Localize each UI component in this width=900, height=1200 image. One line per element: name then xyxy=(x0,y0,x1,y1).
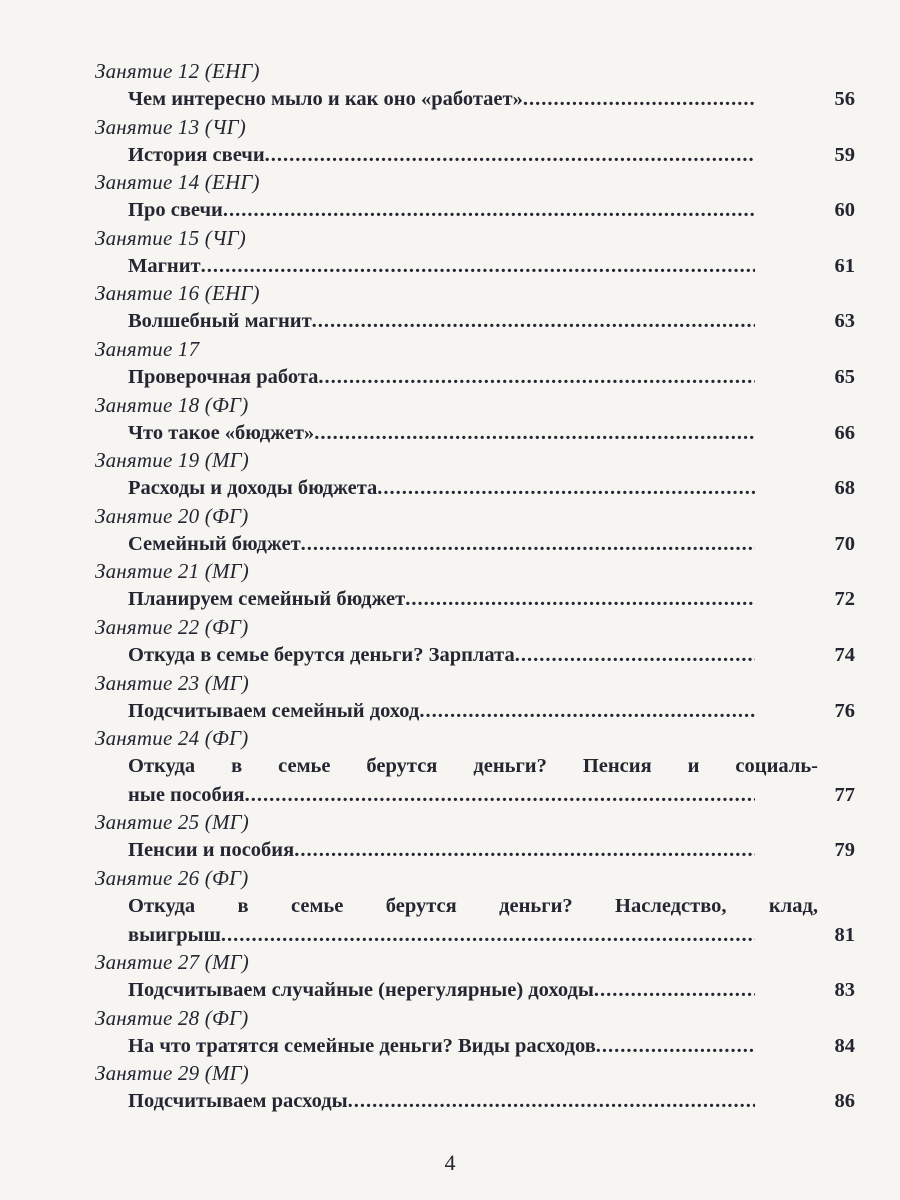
toc-entry xyxy=(95,225,855,281)
toc-entry xyxy=(95,280,855,336)
page-ref: 59 xyxy=(834,143,855,166)
lesson-title: Волшебный магнит xyxy=(128,310,312,333)
lesson-title: Расходы и доходы бюджета xyxy=(128,477,378,500)
lesson-title: Подсчитываем семейный доход xyxy=(128,699,420,722)
lesson-title-row xyxy=(128,196,855,225)
lesson-title: Чем интересно мыло и как оно «работает» xyxy=(128,88,523,110)
lesson-label: Занятие 15 (ЧГ) xyxy=(95,225,246,250)
toc-entry xyxy=(95,392,855,448)
page-ref: 84 xyxy=(834,1034,855,1057)
page-ref: 74 xyxy=(834,643,855,666)
lesson-title-line: Откуда в семье берутся деньги? Наследство, клад, xyxy=(128,894,818,917)
page-ref: 79 xyxy=(834,839,855,862)
toc-entry xyxy=(95,558,855,614)
lesson-title-row xyxy=(128,419,855,448)
lesson-title-row xyxy=(128,85,855,114)
lesson-title: Планируем семейный бюджет xyxy=(128,588,406,611)
lesson-label: Занятие 14 (ЕНГ) xyxy=(95,170,260,195)
lesson-title-row xyxy=(128,836,855,865)
lesson-title: Пенсии и пособия xyxy=(128,839,295,862)
toc-entry xyxy=(95,114,855,170)
dot-leader xyxy=(405,585,755,614)
lesson-title-row xyxy=(128,976,855,1005)
page-ref: 60 xyxy=(834,199,855,222)
lesson-label: Занятие 17 xyxy=(95,336,200,361)
lesson-label: Занятие 12 (ЕНГ) xyxy=(95,59,260,83)
lesson-title-row xyxy=(128,697,855,726)
dot-leader xyxy=(221,921,755,950)
toc-entry xyxy=(95,725,855,809)
lesson-title-row xyxy=(128,530,855,559)
page-ref: 81 xyxy=(834,923,855,946)
page-ref: 56 xyxy=(834,88,855,110)
dot-leader xyxy=(265,141,755,170)
lesson-title: История свечи xyxy=(128,143,265,166)
page-ref: 63 xyxy=(834,310,855,333)
lesson-title-row xyxy=(128,781,855,810)
lesson-title: Что такое «бюджет» xyxy=(128,421,315,444)
page-ref: 72 xyxy=(834,588,855,611)
page-ref: 77 xyxy=(834,783,855,806)
lesson-title-row xyxy=(128,585,855,614)
dot-leader xyxy=(245,781,755,810)
page-ref: 68 xyxy=(834,477,855,500)
dot-leader xyxy=(523,85,755,114)
toc-entry xyxy=(95,58,855,114)
toc-entry xyxy=(95,1005,855,1061)
lesson-label: Занятие 19 (МГ) xyxy=(95,448,249,473)
lesson-title-row xyxy=(128,1087,855,1116)
dot-leader xyxy=(201,252,755,281)
toc-entry xyxy=(95,949,855,1005)
toc-entry xyxy=(95,865,855,949)
dot-leader xyxy=(314,419,755,448)
dot-leader xyxy=(377,474,755,503)
lesson-label: Занятие 29 (МГ) xyxy=(95,1061,249,1086)
lesson-title: Семейный бюджет xyxy=(128,532,301,555)
table-of-contents xyxy=(95,58,855,1116)
toc-entry xyxy=(95,1060,855,1116)
lesson-title: На что тратятся семейные деньги? Виды расходов xyxy=(128,1034,596,1057)
lesson-label: Занятие 16 (ЕНГ) xyxy=(95,281,260,306)
page-ref: 76 xyxy=(834,699,855,722)
page-ref: 61 xyxy=(834,254,855,277)
lesson-label: Занятие 27 (МГ) xyxy=(95,950,249,975)
lesson-title: Магнит xyxy=(128,254,201,277)
lesson-title-row xyxy=(128,141,855,170)
lesson-title-row xyxy=(128,307,855,336)
toc-entry xyxy=(95,809,855,865)
toc-entry xyxy=(95,169,855,225)
toc-entry xyxy=(95,614,855,670)
lesson-title-row xyxy=(128,252,855,281)
page-ref: 70 xyxy=(834,532,855,555)
toc-entry xyxy=(95,670,855,726)
dot-leader xyxy=(312,307,755,336)
toc-entry xyxy=(95,447,855,503)
lesson-title-row xyxy=(128,921,855,950)
lesson-label: Занятие 13 (ЧГ) xyxy=(95,114,246,139)
dot-leader xyxy=(596,1032,755,1061)
lesson-title: Про свечи xyxy=(128,199,223,222)
dot-leader xyxy=(301,530,755,559)
lesson-label: Занятие 28 (ФГ) xyxy=(95,1005,249,1030)
lesson-label: Занятие 25 (МГ) xyxy=(95,810,249,835)
lesson-title: Откуда в семье берутся деньги? Зарплата xyxy=(128,643,515,666)
toc-entry xyxy=(95,503,855,559)
dot-leader xyxy=(515,641,755,670)
page-ref: 65 xyxy=(834,365,855,388)
lesson-title-row xyxy=(128,1032,855,1061)
lesson-title: выигрыш xyxy=(128,923,221,946)
dot-leader xyxy=(223,196,755,225)
lesson-title: Подсчитываем случайные (нерегулярные) доходы xyxy=(128,979,594,1002)
lesson-title-line: Откуда в семье берутся деньги? Пенсия и социаль- xyxy=(128,755,818,778)
dot-leader xyxy=(294,836,755,865)
lesson-label: Занятие 22 (ФГ) xyxy=(95,614,249,639)
page-ref: 66 xyxy=(834,421,855,444)
lesson-label: Занятие 23 (МГ) xyxy=(95,670,249,695)
lesson-label: Занятие 26 (ФГ) xyxy=(95,865,249,890)
lesson-label: Занятие 20 (ФГ) xyxy=(95,503,249,528)
lesson-label: Занятие 24 (ФГ) xyxy=(95,726,249,751)
dot-leader xyxy=(318,363,755,392)
dot-leader xyxy=(419,697,755,726)
lesson-title-row xyxy=(128,474,855,503)
dot-leader xyxy=(348,1087,755,1116)
lesson-title: Подсчитываем расходы xyxy=(128,1090,348,1113)
dot-leader xyxy=(594,976,755,1005)
page-ref: 83 xyxy=(834,979,855,1002)
lesson-title-row xyxy=(128,363,855,392)
lesson-label: Занятие 18 (ФГ) xyxy=(95,392,249,417)
toc-entry xyxy=(95,336,855,392)
lesson-label: Занятие 21 (МГ) xyxy=(95,559,249,584)
page-ref: 86 xyxy=(834,1090,855,1113)
lesson-title: Проверочная работа xyxy=(128,365,319,388)
lesson-title: ные пособия xyxy=(128,783,245,806)
page-number: 4 xyxy=(444,1150,456,1175)
lesson-title-row xyxy=(128,641,855,670)
